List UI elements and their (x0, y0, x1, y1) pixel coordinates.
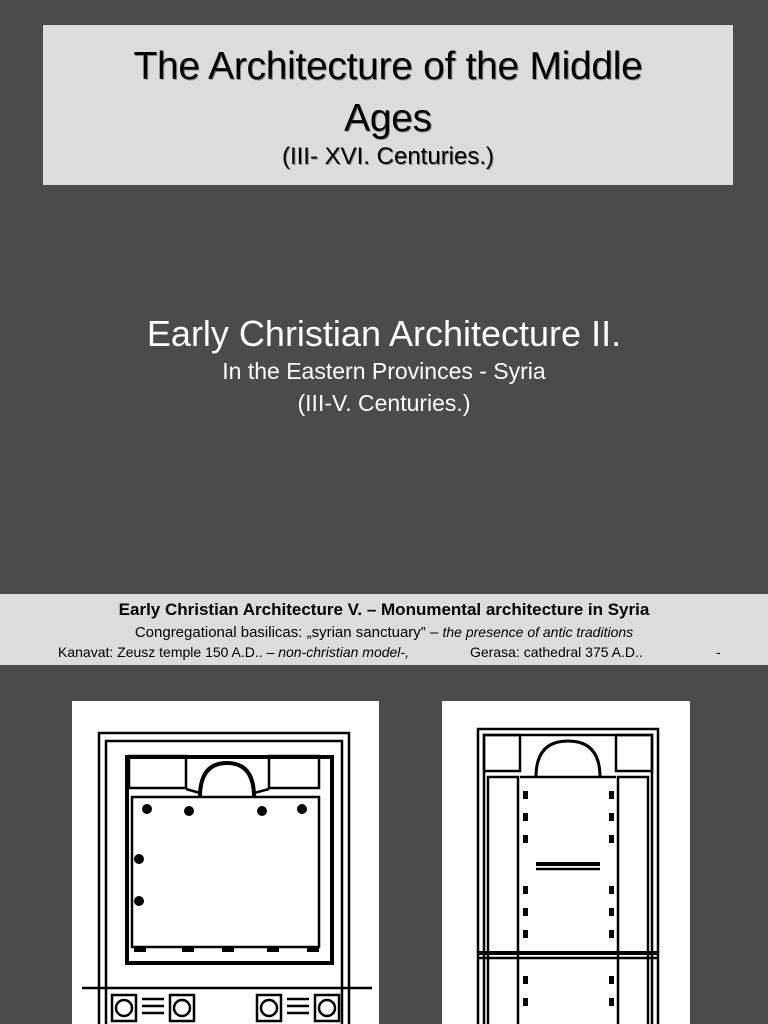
main-title-line1: The Architecture of the Middle (133, 45, 643, 88)
section-line1: In the Eastern Provinces - Syria (222, 358, 546, 384)
band-subheading-text: Congregational basilicas: „syrian sanctuary” – (134, 624, 443, 641)
band-heading: Early Christian Architecture V. – Monumental architecture in Syria (118, 600, 650, 619)
gerasa-caption: Gerasa: cathedral 375 A.D.. (470, 644, 643, 660)
main-subtitle: (III- XVI. Centuries.) (281, 143, 495, 170)
section-title: Early Christian Architecture II. (146, 313, 622, 354)
band-subheading-italic: the presence of antic traditions (442, 624, 634, 640)
main-title-line2: Ages (344, 97, 432, 140)
band-subheading (0, 624, 768, 641)
gerasa-floor-plan (442, 701, 690, 1024)
main-title (43, 41, 733, 145)
section-line2: (III-V. Centuries.) (297, 390, 471, 416)
kanavat-italic: non-christian model-, (278, 644, 409, 660)
kanavat-caption (58, 644, 409, 660)
caption-band (0, 594, 768, 665)
kanavat-floor-plan (72, 701, 379, 1024)
kanavat-text: Kanavat: Zeusz temple 150 A.D.. – (58, 644, 279, 660)
band-dash: - (716, 644, 721, 660)
